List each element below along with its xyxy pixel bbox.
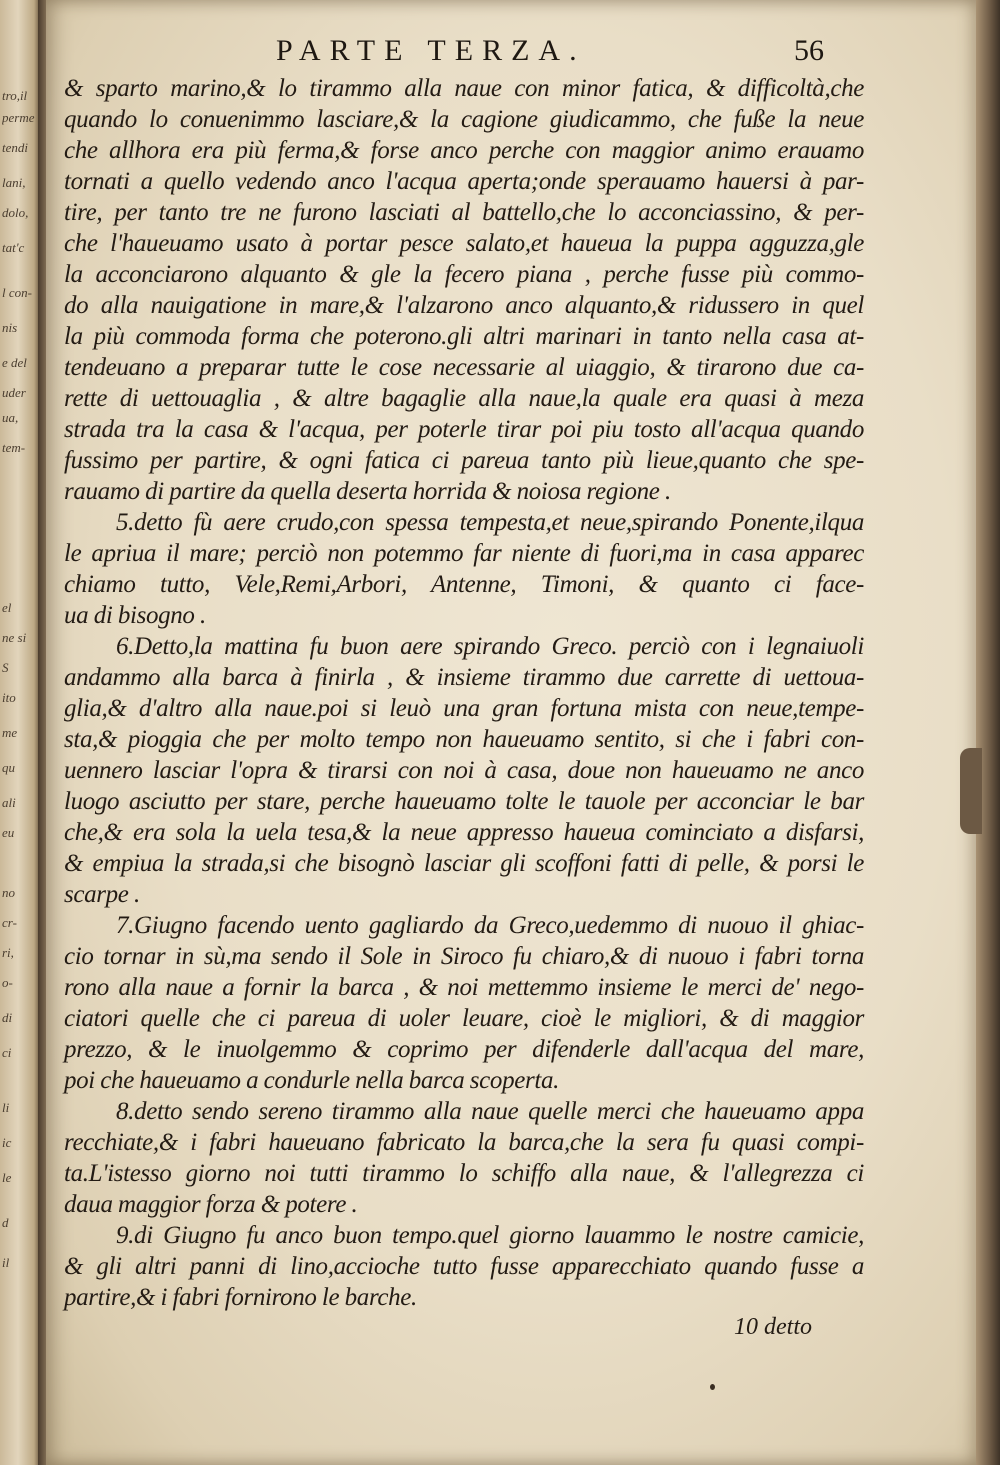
- facing-page-fragment: ito: [2, 690, 16, 705]
- facing-page-fragment: ne si: [2, 630, 27, 645]
- facing-page-fragment: qu: [2, 760, 15, 775]
- text-line: tire, per tanto tre ne furono lasciati al battello,che lo acconciassino, & per-: [64, 199, 864, 226]
- text-line: ua di bisogno .: [64, 602, 206, 629]
- text-line: glia,& d'altro alla naue.poi si leuò una gran fortuna mista con neue,tempe-: [64, 695, 864, 722]
- text-line: ciatori quelle che ci pareua di uoler leuare, cioè le migliori, & di maggior: [64, 1005, 864, 1032]
- entry-line: 9.di Giugno fu anco buon tempo.quel giorno lauammo le nostre camicie,: [116, 1222, 864, 1249]
- text-line: fussimo per partire, & ogni fatica ci pareua tanto più lieue,quanto che spe-: [64, 447, 864, 474]
- text-line: che l'haueuamo usato à portar pesce salato,et haueua la puppa agguzza,gle: [64, 230, 864, 257]
- text-line: luogo asciutto per stare, perche haueuamo tolte le tauole per acconciar le bar: [64, 788, 864, 815]
- facing-page-fragment: cr-: [2, 915, 17, 930]
- facing-page-fragment: lani,: [2, 175, 26, 190]
- facing-page-fragment: e del: [2, 355, 27, 370]
- text-line: le apriua il mare; perciò non potemmo far niente di fuori,ma in casa apparec: [64, 540, 864, 567]
- facing-page-gutter: [0, 0, 40, 1465]
- text-line: scarpe .: [64, 881, 140, 908]
- facing-page-fragment: ali: [2, 795, 16, 810]
- text-line: che,& era sola la uela tesa,& la neue appresso haueua cominciato a disfarsi,: [64, 819, 864, 846]
- text-line: & gli altri panni di lino,accioche tutto fusse apparecchiato quando fusse a: [64, 1253, 864, 1280]
- text-line: poi che haueuamo a condurle nella barca scoperta.: [64, 1067, 559, 1094]
- text-line: do alla nauigatione in mare,& l'alzarono anco alquanto,& ridussero in quel: [64, 292, 864, 319]
- facing-page-fragment: d: [2, 1215, 9, 1230]
- text-line: strada tra la casa & l'acqua, per poterle tirar poi piu tosto all'acqua quando: [64, 416, 864, 443]
- facing-page-fragment: il: [2, 1255, 10, 1270]
- text-line: & empiua la strada,si che bisognò lasciar gli scoffoni fatti di pelle, & porsi le: [64, 850, 864, 877]
- page-header: [46, 34, 976, 74]
- facing-page-fragment: ci: [2, 1045, 12, 1060]
- text-line: quando lo conuenimmo lasciare,& la cagione giudicammo, che fuße la neue: [64, 106, 864, 133]
- page-edge-shadow: [976, 0, 1000, 1465]
- facing-page-fragment: perme: [2, 110, 35, 125]
- body-text: [64, 73, 864, 1313]
- facing-page-fragment: me: [2, 725, 18, 740]
- facing-page-fragment: tro,il: [2, 88, 28, 103]
- facing-page-fragment: no: [2, 885, 15, 900]
- book-page: [46, 0, 976, 1465]
- facing-page-fragment: li: [2, 1100, 10, 1115]
- text-line: sta,& pioggia che per molto tempo non haueuamo sentito, si che i fabri con-: [64, 726, 864, 753]
- facing-page-fragment: tendi: [2, 140, 28, 155]
- running-head: PARTE TERZA.: [276, 34, 586, 67]
- text-line: chiamo tutto, Vele,Remi,Arbori, Antenne, Timoni, & quanto ci face-: [64, 571, 864, 598]
- facing-page-fragment: tat'c: [2, 240, 25, 255]
- entry-line: 6.Detto,la mattina fu buon aere spirando Greco. perciò con i legnaiuoli: [116, 633, 864, 660]
- facing-page-fragment: uder: [2, 385, 26, 400]
- text-line: daua maggior forza & potere .: [64, 1191, 358, 1218]
- text-line: & sparto marino,& lo tirammo alla naue con minor fatica, & difficoltà,che: [64, 75, 864, 102]
- entry-line: 8.detto sendo sereno tirammo alla naue quelle merci che haueuamo appa: [116, 1098, 864, 1125]
- facing-page-fragment: tem-: [2, 440, 26, 455]
- facing-page-fragment: o-: [2, 975, 13, 990]
- facing-page-fragment: el: [2, 600, 12, 615]
- text-line: cio tornar in sù,ma sendo il Sole in Siroco fu chiaro,& di nuouo i fabri torna: [64, 943, 864, 970]
- facing-page-fragment: di: [2, 1010, 13, 1025]
- text-line: recchiate,& i fabri haueuano fabricato la barca,che la sera fu quasi compi-: [64, 1129, 864, 1156]
- text-line: andammo alla barca à finirla , & insieme tirammo due carrette di uettoua-: [64, 664, 864, 691]
- facing-page-fragment: nis: [2, 320, 18, 335]
- page-number: 56: [794, 34, 824, 67]
- text-line: la acconciarono alquanto & gle la fecero piana , perche fusse più commo-: [64, 261, 864, 288]
- text-line: partire,& i fabri fornirono le barche.: [64, 1284, 417, 1311]
- text-line: la più commoda forma che poterono.gli altri marinari in tanto nella casa at-: [64, 323, 864, 350]
- text-line: tendeuano a preparar tutte le cose necessarie al uiaggio, & tirarono due ca-: [64, 354, 864, 381]
- catchword: 10 detto: [734, 1314, 812, 1340]
- text-line: prezzo, & le inuolgemmo & coprimo per difenderle dall'acqua del mare,: [64, 1036, 864, 1063]
- facing-page-fragment: ua,: [2, 410, 19, 425]
- text-line: ta.L'istesso giorno noi tutti tirammo lo schiffo alla naue, & l'allegrezza ci: [64, 1160, 864, 1187]
- entry-line: 5.detto fù aere crudo,con spessa tempesta,et neue,spirando Ponente,ilqua: [116, 509, 864, 536]
- text-line: rono alla naue a fornir la barca , & noi mettemmo insieme le merci de' nego-: [64, 974, 864, 1001]
- text-line: uennero lasciar l'opra & tirarsi con noi à casa, doue non haueuamo ne anco: [64, 757, 864, 784]
- text-line: che allhora era più ferma,& forse anco perche con maggior animo erauamo: [64, 137, 864, 164]
- ink-speck: [710, 1384, 715, 1390]
- facing-page-fragment: ri,: [2, 945, 14, 960]
- text-line: rauamo di partire da quella deserta horrida & noiosa regione .: [64, 478, 671, 505]
- facing-page-fragment: S: [2, 660, 9, 675]
- page-tear-notch: [960, 748, 982, 834]
- text-line: rette di uettouaglia , & altre bagaglie alla naue,la quale era quasi à meza: [64, 385, 864, 412]
- facing-page-fragment: dolo,: [2, 205, 29, 220]
- entry-line: 7.Giugno facendo uento gagliardo da Greco,uedemmo di nuouo il ghiac-: [116, 912, 864, 939]
- facing-page-fragment: eu: [2, 825, 15, 840]
- facing-page-fragment: le: [2, 1170, 12, 1185]
- text-line: tornati a quello vedendo anco l'acqua aperta;onde sperauamo hauersi à par-: [64, 168, 864, 195]
- facing-page-fragment: l con-: [2, 285, 32, 300]
- facing-page-fragment: ic: [2, 1135, 12, 1150]
